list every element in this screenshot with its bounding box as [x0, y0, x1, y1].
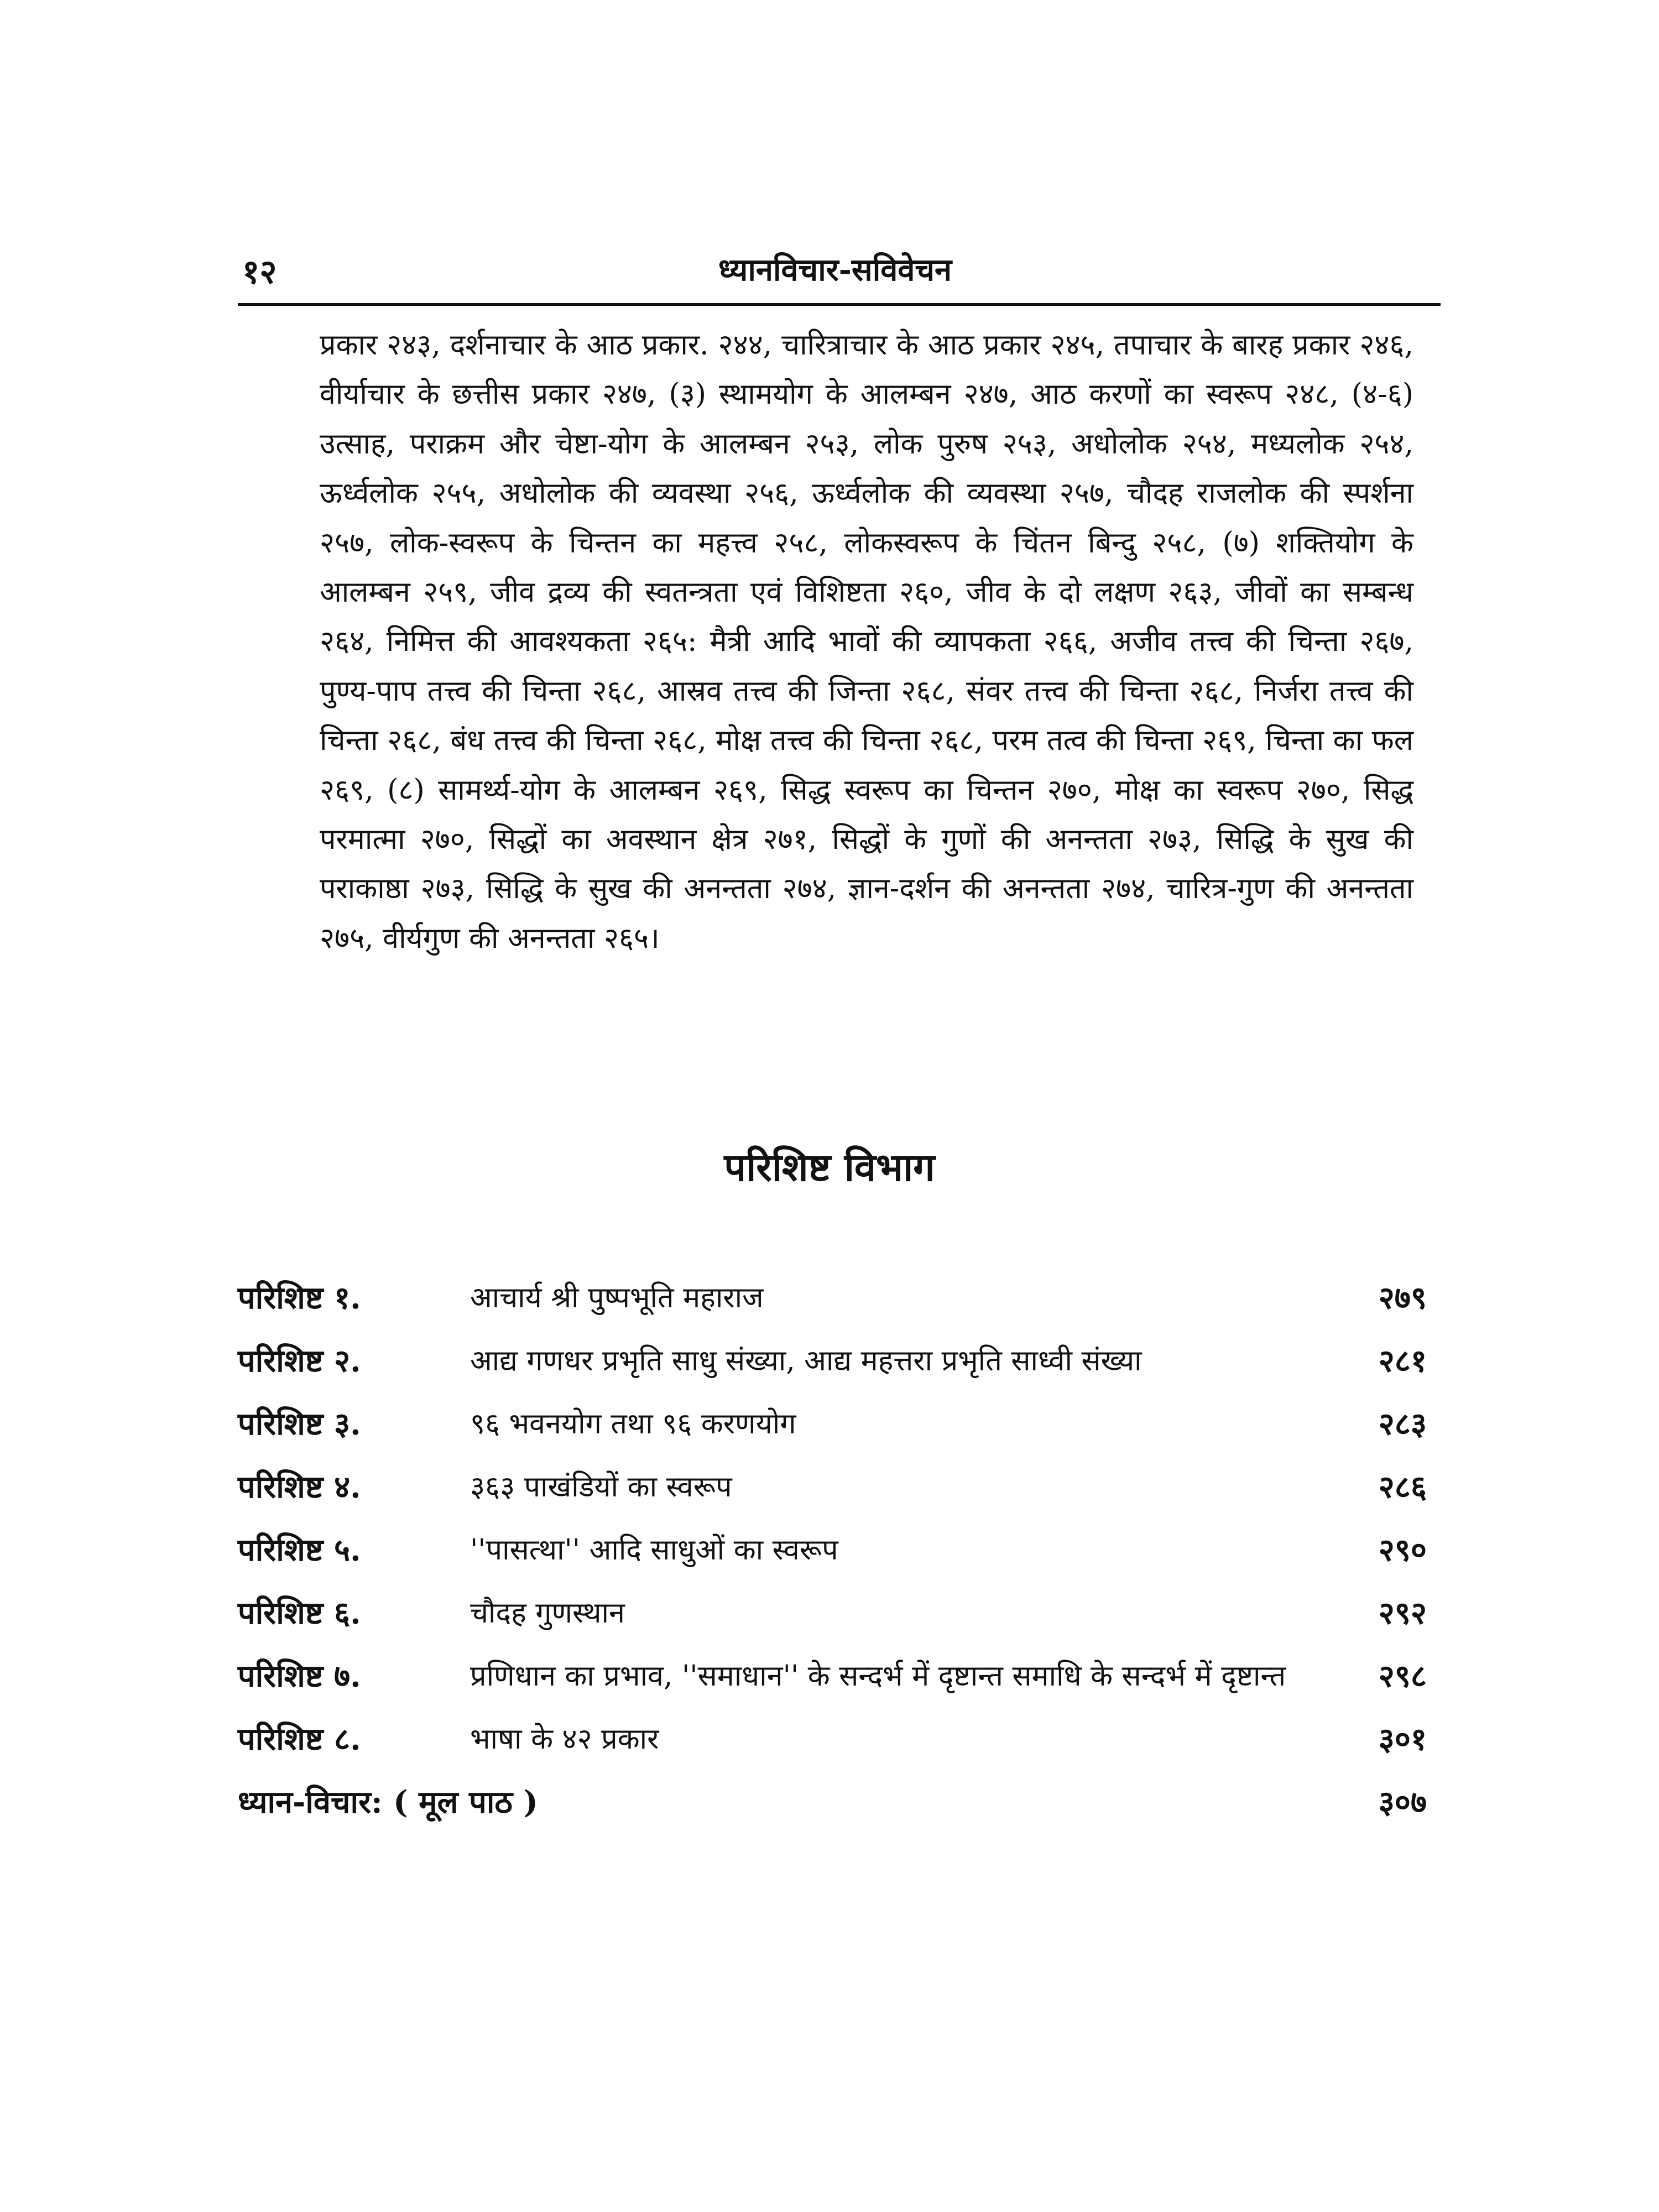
toc-entry-label: परिशिष्ट ८.: [238, 1721, 361, 1757]
toc-entry-title: चौदह गुणस्थान: [470, 1597, 625, 1630]
toc-entry-label: परिशिष्ट ५.: [238, 1532, 361, 1568]
toc-entry-title: भाषा के ४२ प्रकार: [470, 1723, 659, 1756]
toc-entry-label: परिशिष्ट ७.: [238, 1658, 361, 1694]
toc-entry-page: २७९: [1378, 1280, 1427, 1316]
toc-entry-label: परिशिष्ट २.: [238, 1343, 361, 1379]
toc-entry: [238, 1329, 1427, 1392]
toc-entry-label: ध्यान-विचार: ( मूल पाठ ): [238, 1784, 538, 1820]
toc-entry-title: आचार्य श्री पुष्पभूति महाराज: [470, 1281, 764, 1314]
toc-entry-title: प्रणिधान का प्रभाव, ''समाधान'' के सन्दर्भ में दृष्टान्त समाधि के सन्दर्भ में दृष्टान्त: [470, 1660, 1286, 1693]
toc-entry-page: २८३: [1378, 1406, 1427, 1442]
toc-entry-page: २८६: [1378, 1469, 1427, 1505]
toc-entry-label: परिशिष्ट ६.: [238, 1595, 361, 1631]
page-header: [232, 243, 1438, 299]
toc-entry-page: २९८: [1378, 1658, 1427, 1694]
toc-entry: [238, 1266, 1427, 1329]
toc-entry-label: परिशिष्ट ३.: [238, 1406, 361, 1442]
toc-entry-title: आद्य गणधर प्रभृति साधु संख्या, आद्य महत्तरा प्रभृति साध्वी संख्या: [470, 1344, 1142, 1378]
toc-entry: [238, 1392, 1427, 1455]
toc-entry-page: ३०७: [1378, 1784, 1427, 1820]
appendix-heading: परिशिष्ट विभाग: [724, 1144, 935, 1190]
header-rule: [238, 303, 1441, 306]
toc-entry-title: ३६३ पाखंडियों का स्वरूप: [470, 1470, 732, 1504]
toc-entry-label: परिशिष्ट १.: [238, 1280, 361, 1316]
toc-entry: [238, 1582, 1427, 1645]
toc-entry: [238, 1708, 1427, 1771]
toc-entry: [238, 1519, 1427, 1582]
running-title: ध्यानविचार-सविवेचन: [718, 252, 952, 288]
toc-entry-page: ३०१: [1378, 1721, 1427, 1757]
toc-entry-page: २९२: [1378, 1595, 1427, 1631]
toc-entry-page: २९०: [1378, 1532, 1427, 1568]
contents-paragraph: प्रकार २४३, दर्शनाचार के आठ प्रकार. २४४, चारित्राचार के आठ प्रकार २४५, तपाचार के बारह प्रकार २४६, वीर्याचार के छत्तीस प्रकार २४७, (३) स्थामयोग के आलम्बन २४७, आठ करणों का स्वरूप २४८, (४-६) उत्साह, पराक्रम और चेष्टा-योग के आलम्बन २५३, लोक पुरुष २५३, अधोलोक २५४, मध्यलोक २५४, ऊर्ध्वलोक २५५, अधोलोक की व्यवस्था २५६, ऊर्ध्वलोक की व्यवस्था २५७, चौदह राजलोक की स्पर्शना २५७, लोक-स्वरूप के चिन्तन का महत्त्व २५८, लोकस्वरूप के चिंतन बिन्दु २५८, (७) शक्तियोग के आलम्बन २५९, जीव द्रव्य की स्वतन्त्रता एवं विशिष्टता २६०, जीव के दो लक्षण २६३, जीवों का सम्बन्ध २६४, निमित्त की आवश्यकता २६५: मैत्री आदि भावों की व्यापकता २६६, अजीव तत्त्व की चिन्ता २६७, पुण्य-पाप तत्त्व की चिन्ता २६८, आस्रव तत्त्व की जिन्ता २६८, संवर तत्त्व की चिन्ता २६८, निर्जरा तत्त्व की चिन्ता २६८, बंध तत्त्व की चिन्ता २६८, मोक्ष तत्त्व की चिन्ता २६८, परम तत्व की चिन्ता २६९, चिन्ता का फल २६९, (८) सामर्थ्य-योग के आलम्बन २६९, सिद्ध स्वरूप का चिन्तन २७०, मोक्ष का स्वरूप २७०, सिद्ध परमात्मा २७०, सिद्धों का अवस्थान क्षेत्र २७१, सिद्धों के गुणों की अनन्तता २७३, सिद्धि के सुख की पराकाष्ठा २७३, सिद्धि के सुख की अनन्तता २७४, ज्ञान-दर्शन की अनन्तता २७४, चारित्र-गुण की अनन्तता २७५, वीर्यगुण की अनन्तता २६५।: [320, 328, 1413, 955]
toc-entry: [238, 1455, 1427, 1519]
toc-entry-title: ९६ भवनयोग तथा ९६ करणयोग: [470, 1407, 796, 1441]
toc-entry-label: परिशिष्ट ४.: [238, 1469, 361, 1505]
appendix-toc: [238, 1266, 1427, 1820]
page-number: १२: [242, 253, 277, 291]
toc-entry: [238, 1645, 1427, 1708]
toc-entry-title: ''पासत्था'' आदि साधुओं का स्वरूप: [470, 1533, 838, 1567]
toc-entry-page: २८१: [1378, 1343, 1427, 1379]
